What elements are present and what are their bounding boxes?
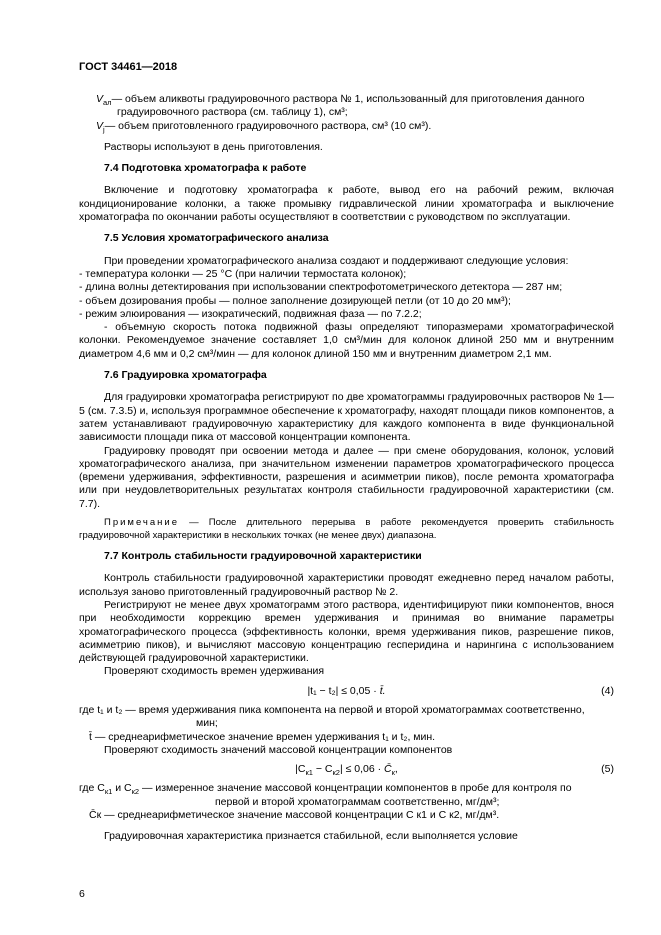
var-description: — объем приготовленного градуировочного раствора, см³ (10 см³). xyxy=(104,119,432,132)
where-clause-continued: мин; xyxy=(196,717,218,730)
formula-number: (4) xyxy=(601,684,614,697)
section-heading-7-5: 7.5 Условия хроматографического анализа xyxy=(104,232,329,245)
formula-5 xyxy=(79,763,614,776)
section-heading-7-7: 7.7 Контроль стабильности градуировочной характеристики xyxy=(104,550,422,563)
section-heading-7-6: 7.6 Градуировка хроматографа xyxy=(104,369,267,382)
list-item: - температура колонки — 25 °С (при наличии термостата колонок); xyxy=(79,267,407,280)
where-clause: t̄ — среднеарифметическое значение времен удерживания t₁ и t₂, мин. xyxy=(89,730,436,743)
note xyxy=(79,517,614,542)
paragraph: Контроль стабильности градуировочной характеристики проводят ежедневно перед началом работы, используя заново приготовленный градуировочный раствор № 2. xyxy=(79,572,614,598)
list-item: - объем дозирования пробы — полное заполнение дозирующей петли (от 10 до 20 мм³); xyxy=(79,294,511,307)
formula-4 xyxy=(79,685,614,698)
formula-body: |t₁ − t₂| ≤ 0,05 · t̄. xyxy=(307,684,386,697)
paragraph: При проведении хроматографического анализа создают и поддерживают следующие условия: xyxy=(104,254,569,267)
where-clause: где $С_{к1}$ и $С_{к2}$ — измеренное значение массовой концентрации компонентов в пробе для контроля по xyxy=(79,782,572,797)
paragraph: Включение и подготовку хроматографа к работе, вывод его на рабочий режим, включая кондиционирование колонки, а также промывку гидравлической линии хроматографа и выключение хроматографа по окончании работы осуществляют в соответствии с руководством по эксплуатации. xyxy=(79,184,614,224)
note-text: — После длительного перерыва в работе рекомендуется проверить стабильность градуировочной характеристики в нескольких точках (не менее двух) диапазона. xyxy=(79,517,614,541)
formula-body: $|C_{к1} - C_{к2}| \le 0,06$ · $C̄_к$, xyxy=(295,763,398,778)
document-header: ГОСТ 34461—2018 xyxy=(79,61,178,73)
page-content xyxy=(79,93,614,844)
formula-number: (5) xyxy=(601,763,614,776)
page-number: 6 xyxy=(79,888,85,900)
list-item: - режим элюирования — изократический, подвижная фаза — по 7.2.2; xyxy=(79,307,422,320)
section-heading-7-4: 7.4 Подготовка хроматографа к работе xyxy=(104,162,307,175)
var-description-continued: градуировочного раствора (см. таблицу 1), см³; xyxy=(117,106,348,119)
var-description: — объем аликвоты градуировочного раствора № 1, использованный для приготовления данного xyxy=(111,93,585,105)
variable-definition-val xyxy=(79,93,614,106)
var-symbol: $V_j$ xyxy=(96,119,105,134)
paragraph: Проверяют сходимость значений массовой концентрации компонентов xyxy=(104,743,453,756)
where-clause-continued: первой и второй хроматограммам соответственно, мг/дм³; xyxy=(215,795,500,808)
paragraph: Для градуировки хроматографа регистрируют по две хроматограммы градуировочных растворов № 1—5 (см. 7.3.5) и, используя программное обеспечение к хроматографу, находят площади пиков компонентов, а затем устанавливают градуировочную характеристику для каждого компонента в виде функциональной зависимости площади пика от массовой концентрации компонента. xyxy=(79,391,614,444)
where-clause: где t₁ и t₂ — время удерживания пика компонента на первой и второй хроматограммах соответственно, xyxy=(79,703,585,716)
where-clause: C̄к — среднеарифметическое значение массовой концентрации С к1 и С к2, мг/дм³. xyxy=(89,809,500,822)
paragraph: Градуировочная характеристика признается стабильной, если выполняется условие xyxy=(104,830,518,843)
paragraph: Регистрируют не менее двух хроматограмм этого раствора, идентифицируют пики компонентов, внося при необходимости коррекцию времен удерживания и принимая во внимание параметры хроматографического процесса (эффективность колонки, время удерживания пиков, разрешение пиков, асимметрию пиков), и вычисляют массовую концентрацию гесперидина и нарингина с использованием действующей градуировочной характеристики. xyxy=(79,598,614,665)
note-label: Примечание xyxy=(104,517,179,529)
list-item: - объемную скорость потока подвижной фазы определяют типоразмерами хроматографической колонки. Рекомендуемое значение составляет 1,0 см³/мин для колонок длиной 250 мм и внутренним диаметром 4,6 мм и 0,2 см³/мин — для колонок длиной 150 мм и внутренним диаметром 2,1 мм. xyxy=(79,321,614,360)
list-item: - длина волны детектирования при использовании спектрофотометрического детектора — 287 нм; xyxy=(79,281,563,294)
var-symbol: $V_{ал}$ xyxy=(96,93,112,108)
paragraph-solutions: Растворы используют в день приготовления. xyxy=(104,140,323,153)
variable-definition-vj xyxy=(79,120,614,133)
paragraph: Градуировку проводят при освоении метода и далее — при смене оборудования, колонок, условий хроматографического анализа, при значительном изменении параметров хроматографического процесса (времени удерживания, эффективности, разрешения и асимметрии пиков), после ремонта хроматографа или при неудовлетворительных результатах контроля стабильности градуировочной характеристики (см. 7.7). xyxy=(79,444,614,510)
paragraph: Проверяют сходимость времен удерживания xyxy=(104,665,325,678)
